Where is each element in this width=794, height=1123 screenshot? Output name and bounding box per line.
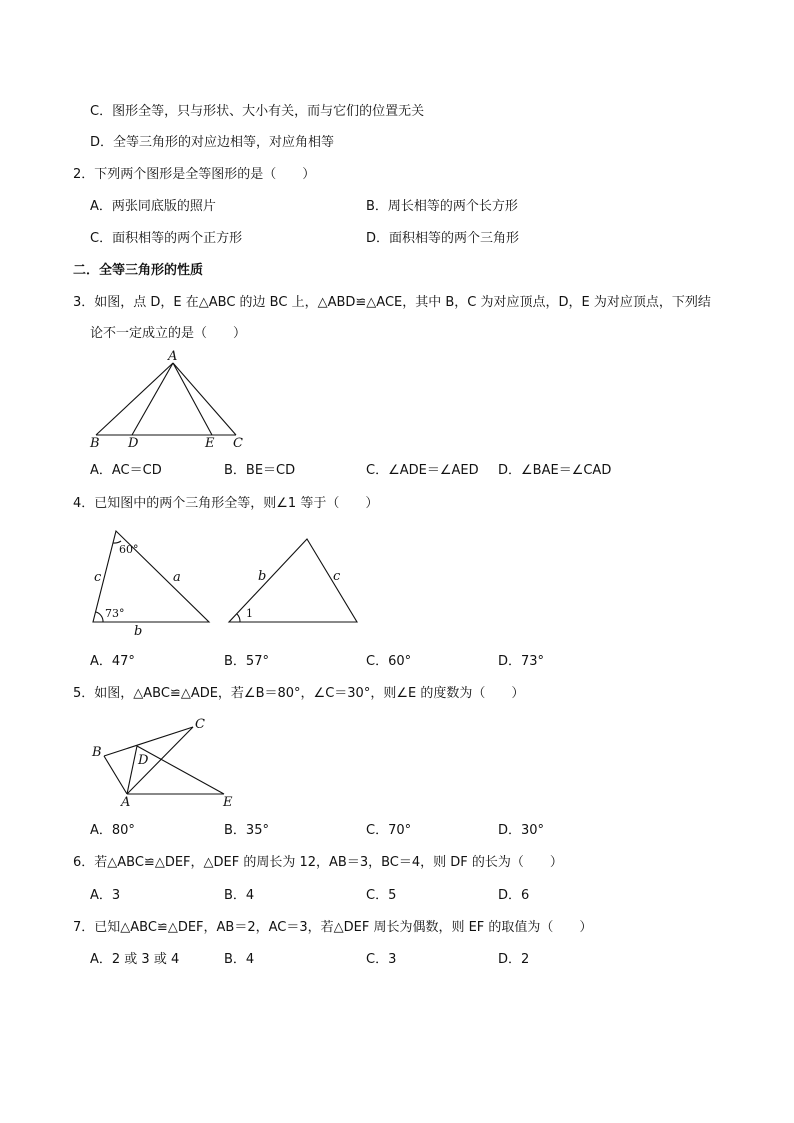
section-heading: 二．全等三角形的性质 xyxy=(73,263,204,278)
q5-label-d: D xyxy=(138,753,149,768)
q3-option-c: C．∠ADE＝∠AED xyxy=(366,463,479,478)
q3-stem-line2: 论不一定成立的是（ ） xyxy=(90,326,247,341)
q5-label-a: A xyxy=(121,795,131,810)
q3-option-b: B．BE＝CD xyxy=(224,463,296,478)
q2-option-c: C．面积相等的两个正方形 xyxy=(90,231,243,246)
q5-stem: 5．如图，△ABC≌△ADE，若∠B＝80°，∠C＝30°，则∠E 的度数为（ ） xyxy=(73,686,525,701)
q4-label-a-left: a xyxy=(173,570,181,585)
q1-option-d: D．全等三角形的对应边相等，对应角相等 xyxy=(90,135,335,150)
q3-label-e: E xyxy=(205,436,215,451)
q2-stem: 2．下列两个图形是全等图形的是（ ） xyxy=(73,167,316,182)
q5-figure-lines xyxy=(104,727,224,794)
q5-label-e: E xyxy=(223,795,233,810)
q3-label-a: A xyxy=(168,349,178,364)
q7-option-c: C．3 xyxy=(366,952,397,967)
q6-stem: 6．若△ABC≌△DEF，△DEF 的周长为 12，AB＝3，BC＝4，则 DF 的长为（ ） xyxy=(73,855,563,870)
q3-stem-line1: 3．如图，点 D，E 在△ABC 的边 BC 上，△ABD≌△ACE，其中 B，C 为对应顶点，D，E 为对应顶点，下列结 xyxy=(73,295,711,310)
q3-option-a: A．AC＝CD xyxy=(90,463,162,478)
q6-option-a: A．3 xyxy=(90,888,121,903)
q5-option-d: D．30° xyxy=(498,823,545,838)
q7-stem: 7．已知△ABC≌△DEF，AB＝2，AC＝3，若△DEF 周长为偶数，则 EF 的取值为（ ） xyxy=(73,920,593,935)
q4-label-angle1: 1 xyxy=(246,607,253,620)
q1-option-c: C．图形全等，只与形状、大小有关，而与它们的位置无关 xyxy=(90,104,425,119)
q6-option-c: C．5 xyxy=(366,888,397,903)
q2-option-b: B．周长相等的两个长方形 xyxy=(366,199,518,214)
q5-label-b: B xyxy=(92,745,102,760)
q7-option-b: B．4 xyxy=(224,952,255,967)
q3-triangle xyxy=(96,363,236,435)
q4-option-a: A．47° xyxy=(90,654,135,669)
q4-label-angle60: 60° xyxy=(119,543,139,556)
q3-option-d: D．∠BAE＝∠CAD xyxy=(498,463,612,478)
q5-option-c: C．70° xyxy=(366,823,412,838)
q7-option-d: D．2 xyxy=(498,952,530,967)
q6-option-b: B．4 xyxy=(224,888,255,903)
q3-label-c: C xyxy=(233,436,243,451)
q3-label-d: D xyxy=(128,436,139,451)
q5-label-c: C xyxy=(195,717,205,732)
q4-label-c-right: c xyxy=(333,569,341,584)
q7-option-a: A．2 或 3 或 4 xyxy=(90,952,180,967)
q3-label-b: B xyxy=(90,436,100,451)
q4-stem: 4．已知图中的两个三角形全等，则∠1 等于（ ） xyxy=(73,496,379,511)
q2-option-a: A．两张同底版的照片 xyxy=(90,199,216,214)
q4-label-angle73: 73° xyxy=(105,607,125,620)
q6-option-d: D．6 xyxy=(498,888,530,903)
q5-option-b: B．35° xyxy=(224,823,269,838)
q4-label-b-right: b xyxy=(258,569,267,584)
q4-option-b: B．57° xyxy=(224,654,269,669)
q4-label-b-left: b xyxy=(134,624,143,639)
q5-option-a: A．80° xyxy=(90,823,135,838)
q2-option-d: D．面积相等的两个三角形 xyxy=(366,231,520,246)
q4-label-c-left: c xyxy=(94,570,102,585)
q4-option-c: C．60° xyxy=(366,654,412,669)
q4-option-d: D．73° xyxy=(498,654,545,669)
